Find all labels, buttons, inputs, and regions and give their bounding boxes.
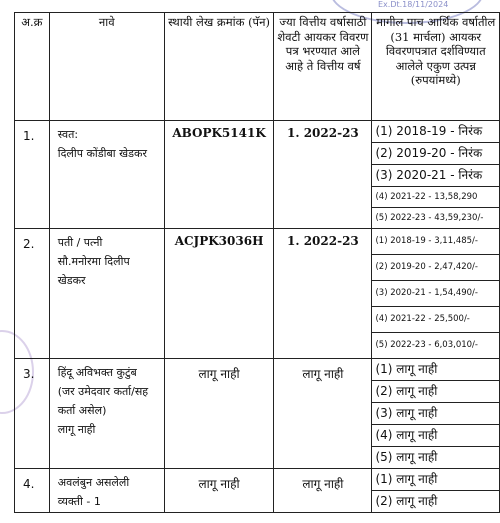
- row-name: [49, 121, 164, 229]
- income-item: (3) 2020-21 - निरंक: [372, 165, 499, 187]
- row-year: 1. 2022-23: [274, 229, 372, 359]
- name-line: लागू नाही: [57, 423, 96, 436]
- name-line: पती / पत्नी: [57, 236, 103, 249]
- income-item: (1) लागू नाही: [372, 359, 499, 381]
- income-item: (2) 2019-20 - 2,47,420/-: [372, 255, 499, 281]
- table-row: [15, 469, 500, 513]
- name-line: व्यक्ती - 1: [57, 495, 101, 508]
- income-item: (5) 2022-23 - 43,59,230/-: [375, 213, 484, 223]
- row-pan: ACJPK3036H: [164, 229, 274, 359]
- row-sr: 1.: [15, 121, 50, 229]
- header-sr: अ.क्र: [15, 13, 50, 121]
- row-income: [372, 229, 500, 359]
- header-pan: स्थायी लेख क्रमांक (पॅन): [164, 13, 274, 121]
- row-pan: लागू नाही: [164, 469, 274, 513]
- income-item: (1) लागू नाही: [372, 469, 499, 491]
- row-sr: 4.: [15, 469, 50, 513]
- stamp-date: Ex.Dt.18/11/2024: [378, 0, 449, 9]
- table-row: [15, 121, 500, 229]
- income-item: (5) 2022-23 - 6,03,010/-: [375, 340, 478, 350]
- income-item: (4) 2021-22 - 25,500/-: [372, 307, 499, 333]
- header-row: [15, 13, 500, 121]
- income-item: (4) 2021-22 - 13,58,290: [372, 187, 499, 208]
- income-table: [14, 12, 500, 513]
- name-line: सौ.मनोरमा दिलीप: [57, 255, 130, 268]
- name-line: (जर उमेदवार कर्ता/सह: [57, 385, 149, 398]
- name-line: हिंदू अविभक्त कुटुंब: [57, 366, 137, 379]
- income-item: (2) लागू नाही: [375, 494, 438, 508]
- name-line: खेडकर: [57, 274, 86, 287]
- row-year: 1. 2022-23: [274, 121, 372, 229]
- income-item: (3) लागू नाही: [372, 403, 499, 425]
- income-item: (5) लागू नाही: [375, 450, 438, 464]
- row-year: लागू नाही: [274, 469, 372, 513]
- row-sr: 2.: [15, 229, 50, 359]
- row-year: लागू नाही: [274, 359, 372, 469]
- income-item: (4) लागू नाही: [372, 425, 499, 447]
- header-names: नावे: [49, 13, 164, 121]
- income-item: (1) 2018-19 - 3,11,485/-: [372, 229, 499, 255]
- income-item: (2) 2019-20 - निरंक: [372, 143, 499, 165]
- row-pan: लागू नाही: [164, 359, 274, 469]
- row-name: [49, 229, 164, 359]
- income-item: (3) 2020-21 - 1,54,490/-: [372, 281, 499, 307]
- row-pan: ABOPK5141K: [164, 121, 274, 229]
- row-name: [49, 469, 164, 513]
- name-line: दिलीप कोंडीबा खेडकर: [57, 147, 147, 160]
- row-sr: 3.: [15, 359, 50, 469]
- row-income: [372, 121, 500, 229]
- header-year: ज्या वित्तीय वर्षासाठी शेवटी आयकर विवरण पत्र भरण्यात आले आहे ते वित्तीय वर्ष: [274, 13, 372, 121]
- name-line: स्वत:: [57, 128, 79, 141]
- row-income: [372, 359, 500, 469]
- name-line: अवलंबुन असलेली: [57, 476, 130, 489]
- income-item: (1) 2018-19 - निरंक: [372, 121, 499, 143]
- row-name: [49, 359, 164, 469]
- income-item: (2) लागू नाही: [372, 381, 499, 403]
- header-income: मागील पाच आर्थिक वर्षातील (31 मार्चला) आयकर विवरणपत्रात दर्शविण्यात आलेले एकुण उत्पन्न (रुपयांमध्ये): [372, 13, 500, 121]
- table-row: [15, 229, 500, 359]
- table-row: [15, 359, 500, 469]
- name-line: कर्ता असेल): [57, 404, 107, 417]
- row-income: [372, 469, 500, 513]
